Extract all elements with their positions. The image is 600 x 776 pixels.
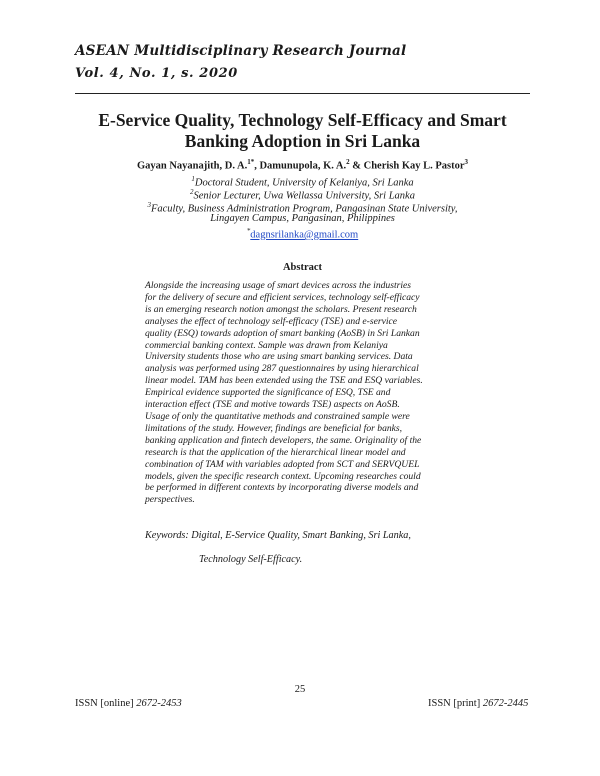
abstract-line: analyses the effect of technology self-efficacy (TSE) and e-service <box>145 315 398 327</box>
author-separator: & <box>349 160 364 172</box>
abstract-heading: Abstract <box>282 262 323 273</box>
abstract-line: commercial banking context. Sample was drawn from Kelaniya <box>145 339 388 351</box>
abstract-line: models, given the specific research context. Upcoming researches could <box>145 470 421 482</box>
author-2: Damunupola, K. A. <box>259 160 347 172</box>
author-2-marker: 2 <box>346 158 350 166</box>
author-1: Gayan Nayanajith, D. A. <box>136 160 248 172</box>
abstract-line: quality (ESQ) towards adoption of smart banking (AoSB) in Sri Lankan <box>145 327 420 339</box>
issn-online-number: 2672-2453 <box>136 698 182 709</box>
affiliation-1-marker: 1 <box>191 175 195 183</box>
issn-online-label: ISSN [online] <box>75 698 137 709</box>
issn-print-label: ISSN [print] <box>428 698 483 709</box>
title-line-2: Banking Adoption in Sri Lanka <box>184 131 421 151</box>
abstract-line: University students those who are using smart banking services. Data <box>145 351 413 363</box>
abstract-line: limitations of the study. However, findings are beneficial for banks, <box>145 422 403 434</box>
abstract-body <box>145 280 457 506</box>
author-1-marker: 1* <box>247 158 255 166</box>
abstract-line: linear model. TAM has been extended using the TSE and ESQ variables. <box>145 375 423 387</box>
abstract-line: Alongside the increasing usage of smart devices across the industries <box>145 280 412 291</box>
keywords: Keywords: Digital, E-Service Quality, Smart Banking, Sri Lanka, <box>145 530 411 541</box>
abstract-line: Usage of only the quantitative methods and constrained sample were <box>145 410 410 422</box>
abstract-line: be performed in different contexts by incorporating diverse models and <box>145 482 419 494</box>
abstract-line: research is that the application of the hierarchical linear model and <box>145 446 406 458</box>
abstract-line: combination of TAM with variables adopted from SCT and SERVQUEL <box>145 458 420 470</box>
affiliation-3-marker: 3 <box>147 201 151 209</box>
affiliation-2-marker: 2 <box>190 188 194 196</box>
email-link[interactable]: dagnsrilanka@gmail.com <box>250 229 359 241</box>
journal-volume: Vol. 4, No. 1, s. 2020 <box>75 66 238 81</box>
abstract-line: is an emerging research notion amongst the scholars. Present research <box>145 303 417 315</box>
keywords-continued: Technology Self-Efficacy. <box>199 554 303 565</box>
abstract-line: banking application and fintech developers, the same. Originality of the <box>145 434 422 446</box>
author-list <box>60 158 545 172</box>
journal-name: ASEAN Multidisciplinary Research Journal <box>75 43 407 59</box>
author-3-marker: 3 <box>464 158 469 166</box>
abstract-line: analysis was performed using 287 questionnaires by using hierarchical <box>145 363 419 375</box>
abstract-line: perspectives. <box>145 494 195 506</box>
affiliation-3-text: Faculty, Business Administration Program, Pangasinan State University, <box>150 203 458 215</box>
affiliation-1-text: Doctoral Student, University of Kelaniya, Sri Lanka <box>194 177 414 189</box>
affiliation-2-text: Senior Lecturer, Uwa Wellassa University, Sri Lanka <box>193 190 415 202</box>
abstract-line: interaction effect (TSE and motive towards TSE) aspects on AoSB. <box>145 399 400 411</box>
header-divider <box>75 93 530 94</box>
email-marker: * <box>246 227 251 235</box>
corresponding-email <box>60 225 545 242</box>
title-line-1: E-Service Quality, Technology Self-Efficacy and Smart <box>98 110 507 130</box>
abstract-line: for the delivery of secure and efficient services, technology self-efficacy <box>145 291 420 303</box>
issn-print <box>428 698 528 709</box>
author-separator: , <box>254 160 260 172</box>
issn-online <box>75 698 182 709</box>
author-3: Cherish Kay L. Pastor <box>363 160 465 172</box>
page-number: 25 <box>294 684 306 695</box>
paper-title <box>60 110 545 152</box>
issn-print-number: 2672-2445 <box>482 698 529 709</box>
affiliation-3-continued: Lingayen Campus, Pangasinan, Philippines <box>210 213 395 224</box>
abstract-line: Empirical evidence supported the significance of ESQ, TSE and <box>145 387 391 399</box>
